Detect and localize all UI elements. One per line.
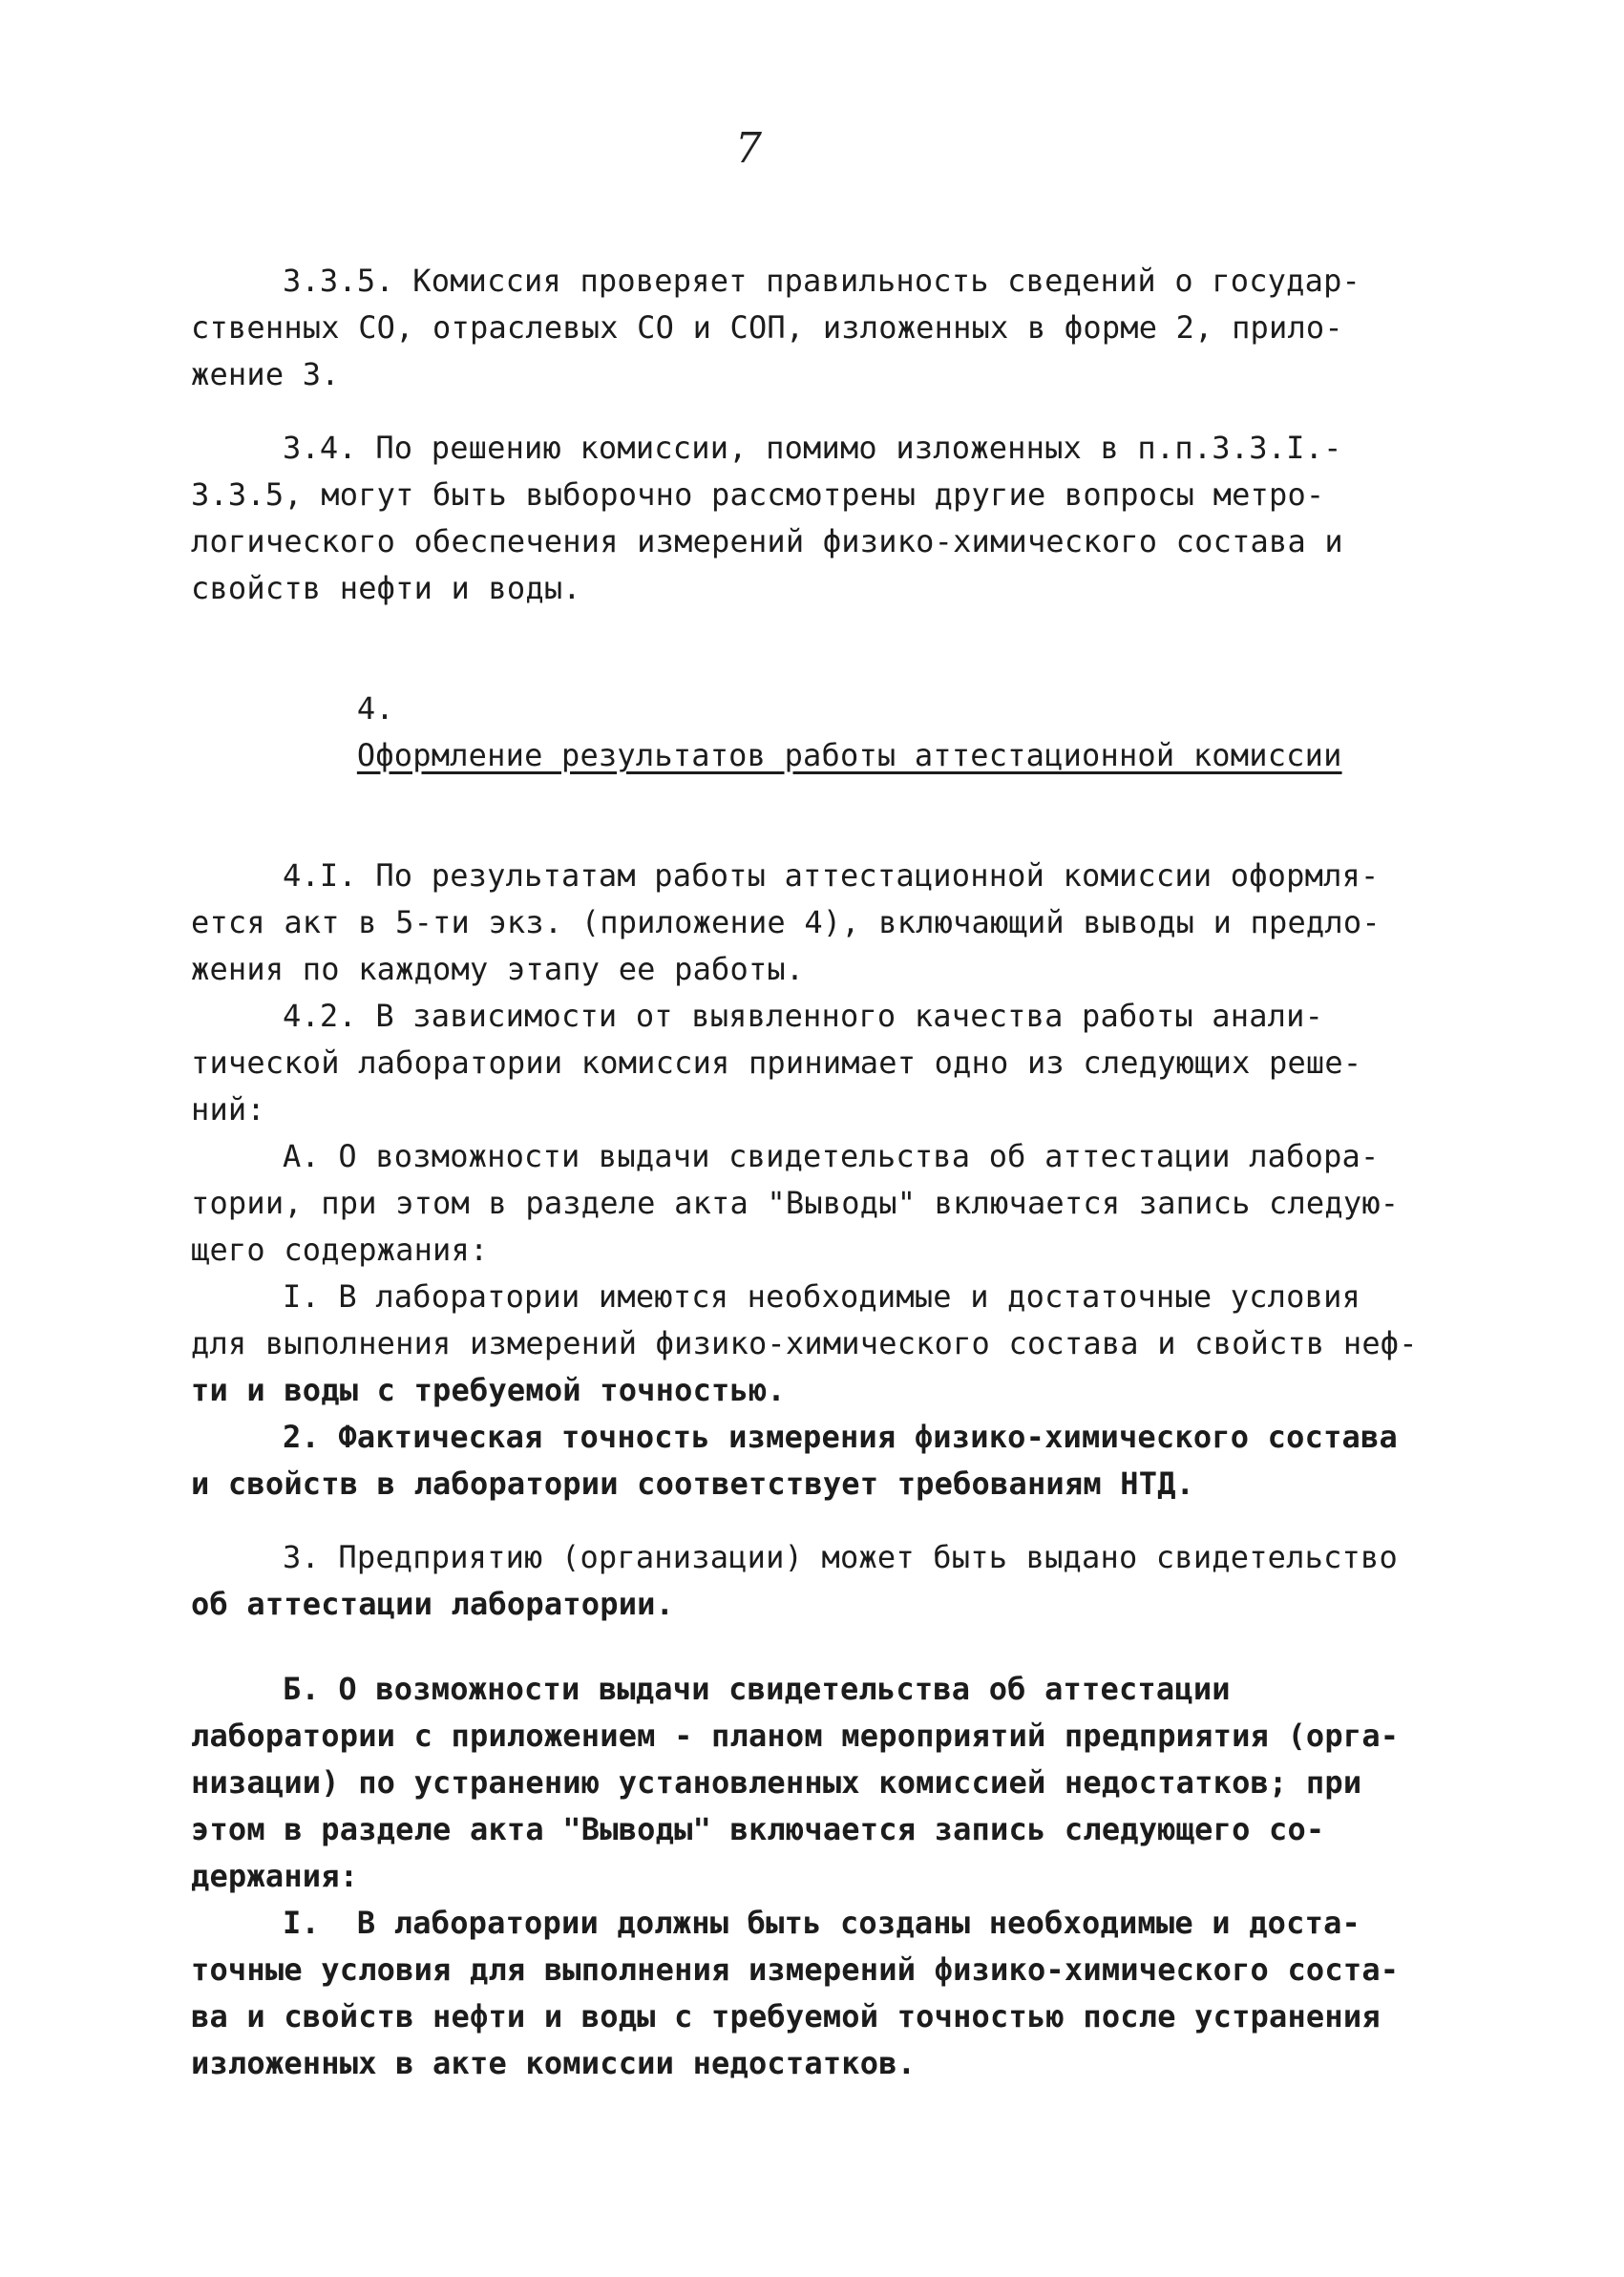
text-line: ва и свойств нефти и воды с требуемой точностью после устранения (191, 1998, 1381, 2035)
section-title: Оформление результатов работы аттестационной комиссии (356, 737, 1342, 773)
text-line: об аттестации лаборатории. (191, 1586, 675, 1622)
text-line: 3. Предприятию (организации) может быть выдано свидетельство (283, 1539, 1398, 1575)
text-line: ний: (191, 1091, 265, 1128)
paragraph-3-3-5 (191, 258, 1451, 398)
text-line: низации) по устранению установленных комиссией недостатков; при (191, 1764, 1362, 1801)
page-number: 7 (735, 124, 762, 173)
text-line: ственных СО, отраслевых СО и СОП, изложенных в форме 2, прило- (191, 309, 1343, 346)
text-line: логического обеспечения измерений физико-химического состава и (191, 523, 1343, 559)
text-line: 4.I. По результатам работы аттестационной комиссии оформля- (283, 857, 1380, 894)
text-line: А. О возможности выдачи свидетельства об аттестации лабора- (283, 1138, 1380, 1174)
text-line: точные условия для выполнения измерений физико-химического соста- (191, 1951, 1400, 1988)
text-line: I. В лаборатории имеются необходимые и достаточные условия (283, 1278, 1361, 1315)
text-line: тории, при этом в разделе акта "Выводы" включается запись следую- (191, 1185, 1400, 1221)
paragraph-b-1 (191, 1900, 1451, 2087)
text-line: Б. О возможности выдачи свидетельства об аттестации (283, 1671, 1231, 1707)
text-line: жение 3. (191, 356, 340, 392)
text-line: 3.3.5. Комиссия проверяет правильность сведений о государ- (283, 263, 1361, 299)
text-line: 3.3.5, могут быть выборочно рассмотрены другие вопросы метро- (191, 476, 1325, 513)
paragraph-a-3 (191, 1534, 1451, 1628)
text-line: I. В лаборатории должны быть созданы необходимые и доста- (283, 1905, 1361, 1941)
text-line: 3.4. По решению комиссии, помимо изложенных в п.п.3.3.I.- (283, 430, 1342, 466)
paragraph-3-4 (191, 425, 1451, 612)
text-line: изложенных в акте комиссии недостатков. (191, 2045, 917, 2081)
text-line: держания: (191, 1858, 359, 1894)
paragraph-b (191, 1666, 1451, 1900)
text-line: жения по каждому этапу ее работы. (191, 951, 805, 987)
paragraph-4-1 (191, 853, 1451, 993)
text-line: ти и воды с требуемой точностью. (191, 1372, 786, 1408)
paragraph-a-2 (191, 1414, 1451, 1507)
text-line: 4.2. В зависимости от выявленного качества работы анали- (283, 998, 1324, 1034)
text-line: щего содержания: (191, 1232, 489, 1268)
text-line: для выполнения измерений физико-химического состава и свойств неф- (191, 1325, 1418, 1361)
section-heading-4 (191, 639, 1451, 826)
document-body (191, 258, 1451, 2087)
text-line: этом в разделе акта "Выводы" включается запись следующего со- (191, 1811, 1325, 1847)
text-line: тической лаборатории комиссия принимает одно из следующих реше- (191, 1044, 1362, 1081)
text-line: свойств нефти и воды. (191, 570, 581, 606)
text-line: лаборатории с приложением - планом мероприятий предприятия (орга- (191, 1718, 1400, 1754)
paragraph-a-1 (191, 1274, 1451, 1414)
text-line: 2. Фактическая точность измерения физико-химического состава (283, 1419, 1398, 1455)
paragraph-a (191, 1133, 1451, 1274)
paragraph-4-2 (191, 993, 1451, 1133)
section-number: 4. (356, 690, 394, 727)
text-line: ется акт в 5-ти экз. (приложение 4), включающий выводы и предло- (191, 904, 1381, 940)
text-line: и свойств в лаборатории соответствует требованиям НТД. (191, 1465, 1195, 1502)
